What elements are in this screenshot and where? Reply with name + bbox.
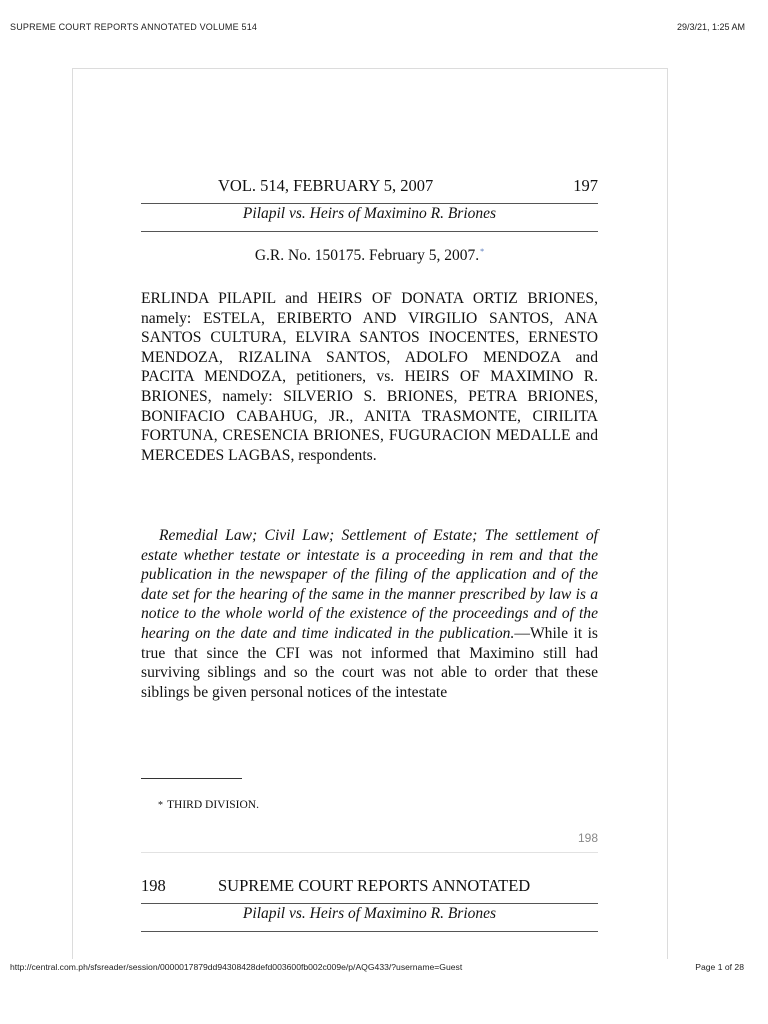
- header-rule-bottom: [141, 931, 598, 932]
- case-caption: Pilapil vs. Heirs of Maximino R. Briones: [242, 905, 497, 922]
- case-caption: Pilapil vs. Heirs of Maximino R. Briones: [242, 205, 497, 222]
- print-header-title: SUPREME COURT REPORTS ANNOTATED VOLUME 514: [10, 22, 258, 32]
- running-header-title: VOL. 514, FEBRUARY 5, 2007: [218, 176, 434, 195]
- print-footer-page: Page 1 of 28: [695, 962, 744, 972]
- running-header-title: SUPREME COURT REPORTS ANNOTATED: [218, 876, 531, 895]
- footnote-text: THIRD DIVISION.: [167, 799, 259, 811]
- header-rule-top: [141, 203, 598, 204]
- browser-print-header: [0, 0, 768, 48]
- next-page-marker: 198: [577, 831, 598, 845]
- header-rule-top: [141, 903, 598, 904]
- syllabus-headnote: Remedial Law; Civil Law; Settlement of Estate; The settlement of estate whether testate or intestate is a proceeding in rem and that the publication in the newspaper of the filing of the application and of the date set for the hearing of the same in the manner prescribed by law is a notice to the whole world of the existence of the proceedings and of the hearing on the date and time indicated in the publication.: [141, 527, 598, 642]
- print-header-datetime: 29/3/21, 1:25 AM: [676, 22, 745, 32]
- footnote-reference-link[interactable]: *: [480, 247, 485, 256]
- footnote-rule: [141, 778, 242, 779]
- page-number: 197: [573, 176, 598, 195]
- gr-number-text: G.R. No. 150175. February 5, 2007.: [254, 247, 480, 265]
- print-footer-url: http://central.com.ph/sfsreader/session/0000017879dd94308428defd003600fb002c009e/p/AQG433/?username=Guest: [10, 962, 463, 972]
- page-separator: [141, 852, 598, 853]
- case-parties: ERLINDA PILAPIL and HEIRS OF DONATA ORTIZ BRIONES, namely: ESTELA, ERIBERTO AND VIRGILIO SANTOS, ANA SANTOS CULTURA, ELVIRA SANTOS INOCENTES, ERNESTO MENDOZA, RIZALINA SANTOS, ADOLFO MENDOZA and PACITA MENDOZA, petitioners, vs. HEIRS OF MAXIMINO R. BRIONES, namely: SILVERIO S. BRIONES, PETRA BRIONES, BONIFACIO CABAHUG, JR., ANITA TRASMONTE, CIRILITA FORTUNA, CRESENCIA BRIONES, FUGURACION MEDALLE and MERCEDES LAGBAS, respondents.: [141, 290, 598, 464]
- footnote: [158, 799, 259, 811]
- document-page-frame: [72, 68, 668, 959]
- page-number: 198: [141, 876, 166, 895]
- header-rule-bottom: [141, 231, 598, 232]
- syllabus-body: —While it is true that since the CFI was not informed that Maximino still had surviving siblings and so the court was not able to order that these siblings be given personal notices of the intestate: [141, 624, 599, 701]
- gr-number: [141, 247, 598, 265]
- footnote-mark: *: [158, 800, 163, 811]
- syllabus-paragraph: [141, 526, 598, 702]
